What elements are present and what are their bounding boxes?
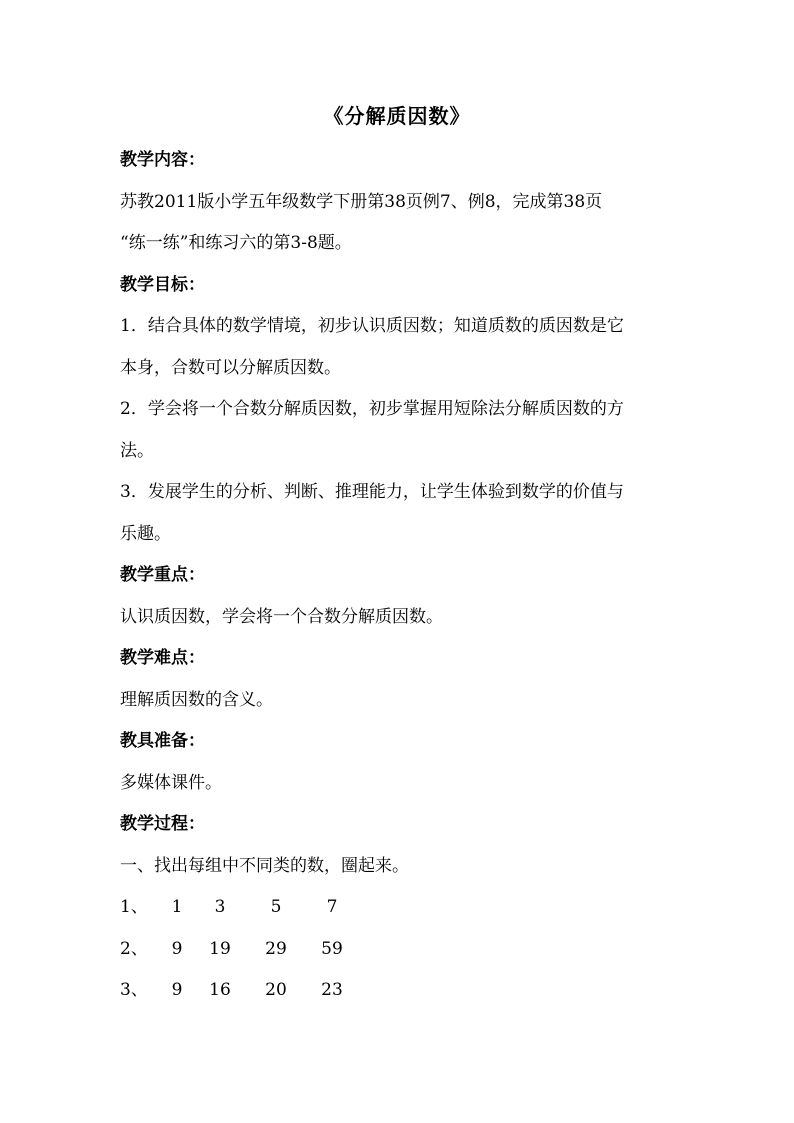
process-heading: 教学过程： <box>120 814 205 834</box>
key-point-heading: 教学重点： <box>120 565 205 585</box>
document-body <box>120 140 680 1012</box>
group-number: 3 <box>214 897 226 917</box>
group-number: 7 <box>326 897 338 917</box>
process-intro: 一、找出每组中不同类的数，圈起来。 <box>120 855 409 876</box>
difficulty-text: 理解质因数的含义。 <box>120 689 273 710</box>
key-point-text: 认识质因数，学会将一个合数分解质因数。 <box>120 606 443 627</box>
group-number: 1 <box>171 897 183 917</box>
content-text-line-2: “练一练”和练习六的第3-8题。 <box>120 233 352 253</box>
number-group-row <box>120 929 680 971</box>
goal-2-line-2: 法。 <box>120 440 154 461</box>
tools-text: 多媒体课件。 <box>120 772 222 793</box>
group-index: 2、 <box>120 938 148 959</box>
group-number: 16 <box>209 980 231 1000</box>
page-title: 《分解质因数》 <box>323 104 471 128</box>
group-number: 20 <box>265 980 287 1000</box>
group-number: 59 <box>321 938 343 959</box>
goal-1-line-2: 本身，合数可以分解质因数。 <box>120 357 341 378</box>
goal-2-line-1: 2．学会将一个合数分解质因数，初步掌握用短除法分解质因数的方 <box>120 399 624 419</box>
content-text-line-1: 苏教2011版小学五年级数学下册第38页例7、例8，完成第38页 <box>120 191 603 212</box>
difficulty-heading: 教学难点： <box>120 648 205 668</box>
group-index: 1、 <box>120 897 148 917</box>
number-group-row <box>120 887 680 929</box>
group-number: 29 <box>265 938 287 959</box>
group-number: 23 <box>321 980 343 1000</box>
group-number: 9 <box>171 980 183 1000</box>
group-number: 5 <box>270 897 282 917</box>
goals-heading: 教学目标： <box>120 274 205 295</box>
goal-3-line-2: 乐趣。 <box>120 523 171 544</box>
group-index: 3、 <box>120 980 148 1000</box>
number-group-row <box>120 970 680 1012</box>
goal-3-line-1: 3．发展学生的分析、判断、推理能力，让学生体验到数学的价值与 <box>120 482 624 502</box>
goal-1-line-1: 1．结合具体的数学情境，初步认识质因数；知道质数的质因数是它 <box>120 316 624 336</box>
tools-heading: 教具准备： <box>120 731 205 751</box>
content-heading: 教学内容： <box>120 150 205 170</box>
group-number: 9 <box>171 938 183 959</box>
group-number: 19 <box>209 938 231 959</box>
